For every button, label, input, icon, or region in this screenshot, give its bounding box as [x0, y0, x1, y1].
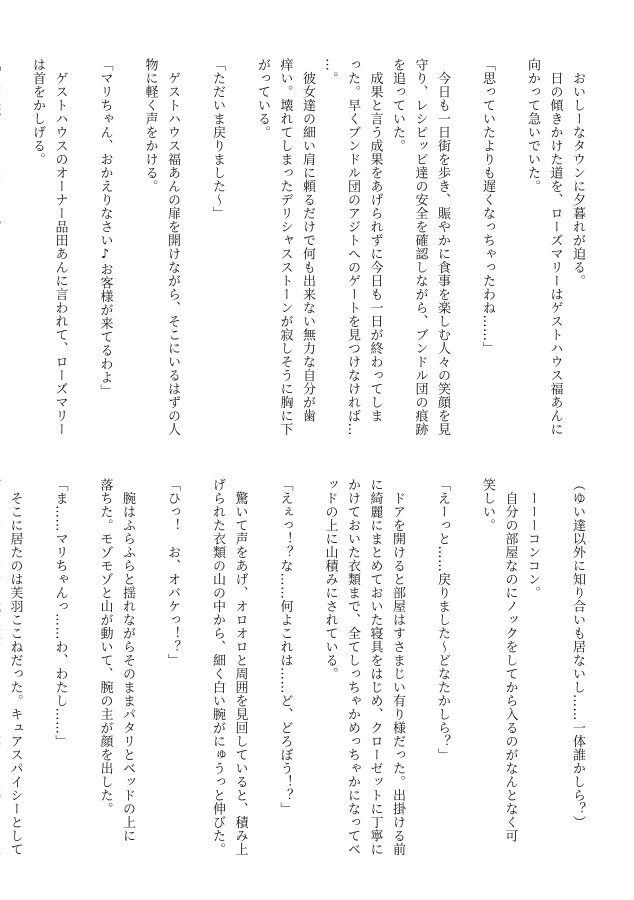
story-text-top: おいしーなタウンに夕暮れが迫る。 日の傾きかけた道を、ローズマリーはゲストハウス福あんに 向かって急いでいた。 「思っていたよりも遅くなっちゃったわね……」 今日も一日街を歩き、賑やかに食事を楽しむ人々の笑顔を見 守り、レシピッピ達の安全を確認しながら、ブンドル団の痕跡 を追っていた。 成果と言う成果をあげられずに今日も一日が終わってしま った。早くブンドル団のアジトへのゲートを見つけなければ… …。 彼女達の細い肩に頼るだけで何も出来ない無力な自分が歯 痒い。壊れてしまったデリシャスストーンが寂しそうに胸に下 がっている。 「ただいま戻りました～」 ゲストハウス福あんの扉を開けながら、そこにいるはずの人 物に軽く声をかける。 「マリちゃん、おかえりなさい♪お客様が来てるわよ」 ゲストハウスのオーナー品田あんに言われて、ローズマリー は首をかしげる。	[30, 58, 585, 436]
story-text-bottom: （ゆい達以外に知り合いも居ないし……一体誰かしら？） ーーーコンコン。 自分の部屋なのにノックをしてから入るのがなんとなく可 笑しい。 「えーっと……戻りました～どなたかしら？」 ドアを開けると部屋はすさまじい有り様だった。出掛ける前 に綺麗にまとめておいた寝具をはじめ、クローゼットに丁寧に かけておいた衣類まで、全てしっちゃかめっちゃかになってベ ッドの上に山積みにされている。 「えぇっ！？な……何よこれは……ど、どろぼう！？」 驚いて声をあげ、オロオロと周囲を見回していると、積み上 げられた衣類の山の中から、細く白い腕がにゅうっと伸びた。 「ひっ！ お、オバケっ！？」 腕はふらふらと揺れながらそのままパタリとベッドの上に 落ちた。モゾモゾと山が動いて、腕の主が顔を出した。 「ま……マリちゃんっ……わ、わたし……」 そこに居たのは芙羽ここねだった。キュアスパイシーとして	[7, 478, 585, 856]
